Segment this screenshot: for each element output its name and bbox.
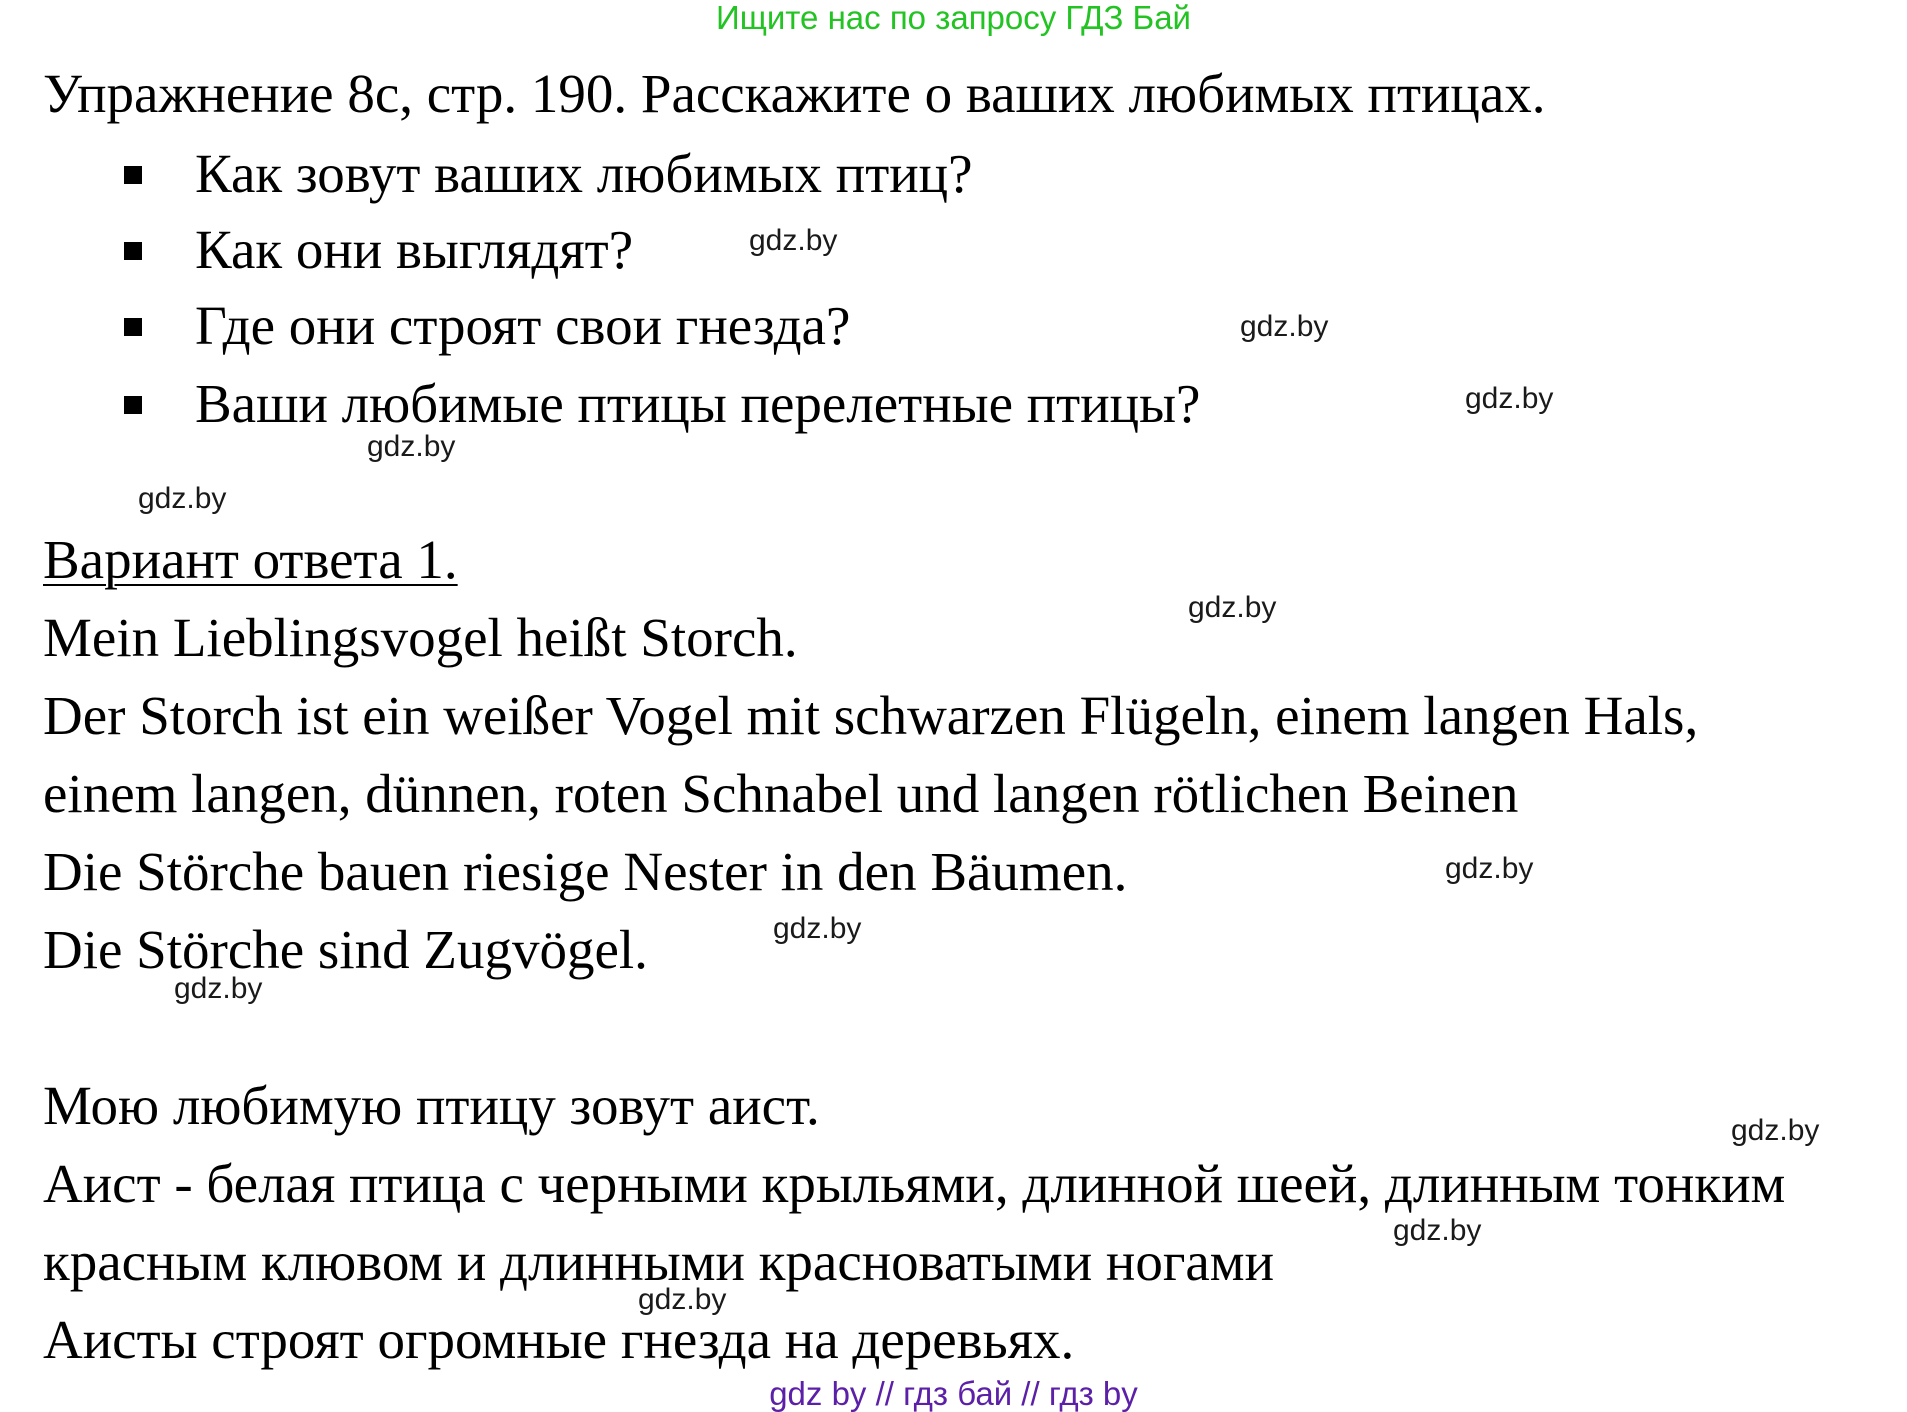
watermark: gdz.by [1445,852,1534,885]
russian-line-3: красным клювом и длинными красноватыми ногами [43,1231,1275,1292]
watermark: gdz.by [138,482,227,515]
russian-line-2: Аист - белая птица с черными крыльями, длинной шеей, длинным тонким [43,1153,1786,1214]
watermark: gdz.by [1465,382,1554,415]
watermark: gdz.by [1731,1114,1820,1147]
exercise-title: Упражнение 8с, стр. 190. Расскажите о ваших любимых птицах. [43,63,1546,124]
watermark: gdz.by [1240,310,1329,343]
bullet-icon [124,318,142,336]
question-1: Как зовут ваших любимых птиц? [195,143,973,204]
watermark: gdz.by [638,1283,727,1316]
german-line-1: Mein Lieblingsvogel heißt Storch. [43,607,798,668]
german-line-4: Die Störche bauen riesige Nester in den Bäumen. [43,841,1128,902]
footer-watermark: gdz by // гдз бай // гдз by [769,1375,1138,1412]
answer-heading: Вариант ответа 1. [43,529,458,590]
watermark: gdz.by [367,430,456,463]
watermark: gdz.by [773,912,862,945]
bullet-icon [124,396,142,414]
german-line-5: Die Störche sind Zugvögel. [43,919,648,980]
question-3: Где они строят свои гнезда? [195,295,851,356]
bullet-icon [124,166,142,184]
bullet-icon [124,242,142,260]
watermark: gdz.by [174,972,263,1005]
german-line-2: Der Storch ist ein weißer Vogel mit schwarzen Flügeln, einem langen Hals, [43,685,1699,746]
question-2: Как они выглядят? [195,219,634,280]
watermark: gdz.by [749,224,838,257]
watermark: gdz.by [1393,1214,1482,1247]
russian-line-1: Мою любимую птицу зовут аист. [43,1075,820,1136]
german-line-3: einem langen, dünnen, roten Schnabel und langen rötlichen Beinen [43,763,1519,824]
watermark: gdz.by [1188,591,1277,624]
russian-line-4: Аисты строят огромные гнезда на деревьях. [43,1309,1075,1370]
question-4: Ваши любимые птицы перелетные птицы? [195,373,1201,434]
top-banner: Ищите нас по запросу ГДЗ Бай [716,0,1191,36]
